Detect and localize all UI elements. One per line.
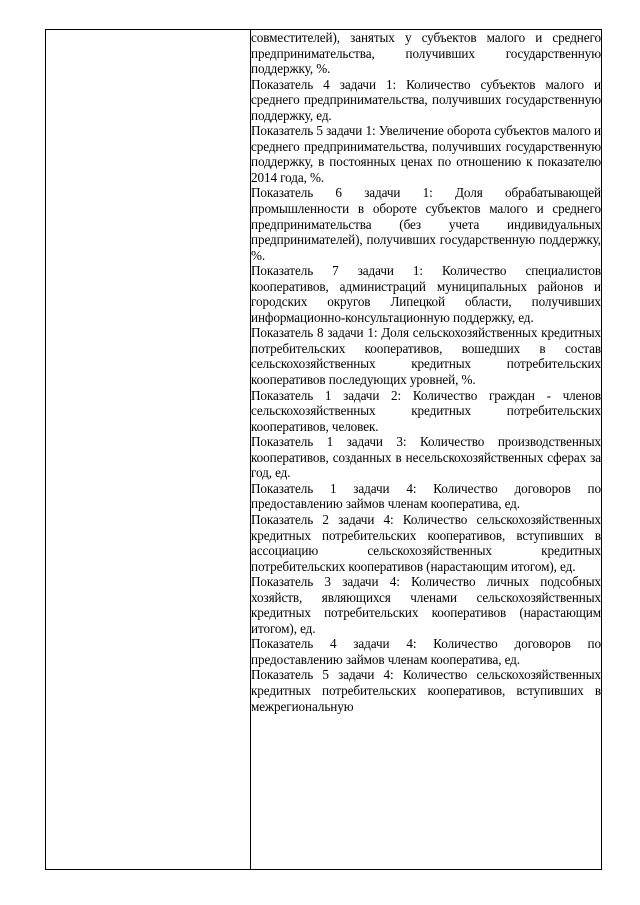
indicator-paragraph: Показатель 1 задачи 2: Количество граждан - членов сельскохозяйственных кредитных потребительских кооперативов, человек.: [251, 387, 601, 434]
indicator-paragraph: Показатель 4 задачи 1: Количество субъектов малого и среднего предпринимательства, получивших государственную поддержку, ед.: [251, 76, 601, 123]
indicators-cell: [251, 30, 602, 870]
indicator-paragraph: Показатель 1 задачи 3: Количество производственных кооперативов, созданных в несельскохозяйственных сферах за год, ед.: [251, 434, 601, 481]
table-row: [46, 30, 602, 870]
indicator-paragraph: Показатель 6 задачи 1: Доля обрабатывающей промышленности в обороте субъектов малого и среднего предпринимательства (без учета индивидуальных предпринимателей), получивших государственную поддержку, %.: [251, 185, 601, 263]
left-empty-cell: [46, 30, 251, 870]
indicator-table: [45, 29, 602, 870]
indicator-paragraph: Показатель 1 задачи 4: Количество договоров по предоставлению займов членам кооператива, ед.: [251, 480, 601, 512]
indicator-paragraph: Показатель 2 задачи 4: Количество сельскохозяйственных кредитных потребительских кооперативов, вступивших в ассоциацию сельскохозяйственных кредитных потребительских кооперативов (нарастающим итогом), ед.: [251, 511, 601, 574]
indicator-paragraph: Показатель 5 задачи 1: Увеличение оборота субъектов малого и среднего предпринимательства, получивших государственную поддержку, в постоянных ценах по отношению к показателю 2014 года, %.: [251, 123, 601, 185]
indicator-paragraph: Показатель 4 задачи 4: Количество договоров по предоставлению займов членам кооператива, ед.: [251, 636, 601, 667]
indicator-paragraph: Показатель 5 задачи 4: Количество сельскохозяйственных кредитных потребительских кооперативов, вступивших в межрегиональную: [251, 667, 601, 714]
indicator-paragraph: совместителей), занятых у субъектов малого и среднего предпринимательства, получивших государственную поддержку, %.: [251, 30, 601, 77]
indicator-paragraph: Показатель 3 задачи 4: Количество личных подсобных хозяйств, являющихся членами сельскохозяйственных кредитных потребительских кооперативов (нарастающим итогом), ед.: [251, 574, 601, 636]
indicator-paragraph: Показатель 8 задачи 1: Доля сельскохозяйственных кредитных потребительских кооперативов, вошедших в состав сельскохозяйственных кредитных потребительских кооперативов последующих уровней, %.: [251, 325, 601, 388]
indicator-paragraph: Показатель 7 задачи 1: Количество специалистов кооперативов, администраций муниципальных районов и городских округов Липецкой области, получивших информационно-консультационную поддержку, ед.: [251, 263, 601, 325]
